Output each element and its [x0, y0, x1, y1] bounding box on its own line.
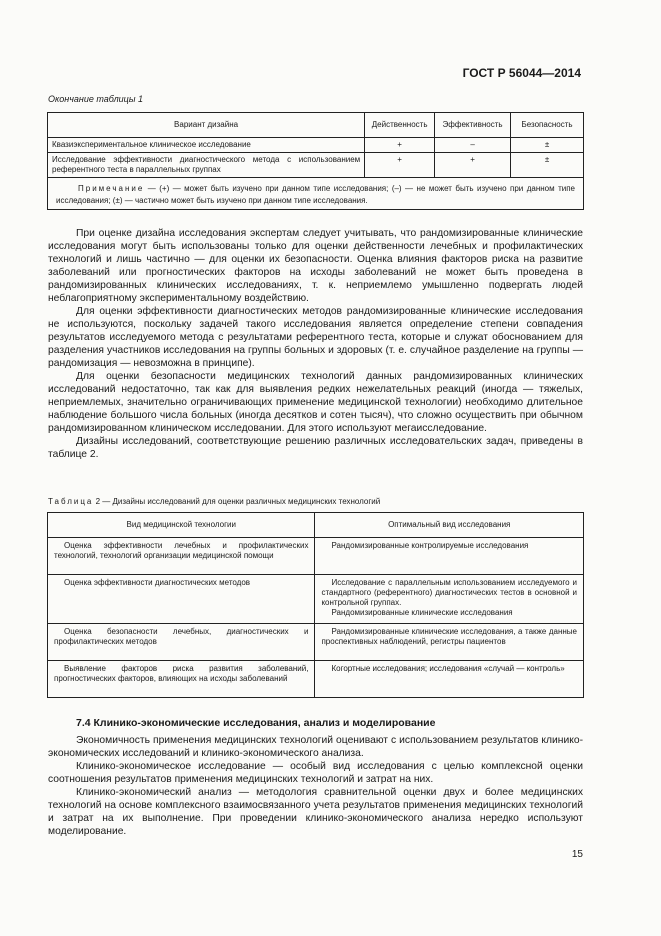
- table1-header-cell: Вариант дизайна: [48, 113, 365, 138]
- study-text: Рандомизированные клинические исследования: [331, 608, 513, 617]
- table2-header-cell: Оптимальный вид исследования: [315, 513, 584, 538]
- table1-header-cell: Эффективность: [435, 113, 511, 138]
- body-text-1: [48, 227, 583, 461]
- table2-row: [48, 661, 584, 698]
- tech-text: Оценка эффективности лечебных и профилактических технологий, технологий организации медицинской помощи: [54, 541, 309, 560]
- table2-row: [48, 575, 584, 624]
- standard-number: ГОСТ Р 56044—2014: [462, 66, 581, 80]
- note-text: — (+) — может быть изучено при данном типе исследования; (–) — не может быть изучено при данном типе исследования; (±) — частично может быть изучено при данном типе исследования.: [56, 184, 575, 205]
- tech-text: Оценка безопасности лечебных, диагностических и профилактических методов: [54, 627, 309, 646]
- table1-caption: Окончание таблицы 1: [48, 94, 143, 104]
- study-text: Исследование с параллельным использованием исследуемого и стандартного (референтного) диагностических тестов в основной и контрольной группах.: [321, 578, 577, 607]
- table1-header-cell: Безопасность: [511, 113, 584, 138]
- table1-cell: ±: [511, 138, 584, 153]
- paragraph: Дизайны исследований, соответствующие решению различных исследовательских задач, приведены в таблице 2.: [48, 436, 583, 460]
- table2-cell: [48, 538, 315, 575]
- tech-text: Оценка эффективности диагностических методов: [64, 578, 251, 587]
- table1-note-row: [48, 178, 584, 210]
- table2-caption-label: Таблица: [48, 497, 94, 506]
- table2-caption-text: 2 — Дизайны исследований для оценки различных медицинских технологий: [93, 497, 381, 506]
- paragraph: Клинико-экономическое исследование — особый вид исследования с целью комплексной оценки соотношения результатов применения медицинских технологий и затрат на них.: [48, 761, 583, 785]
- table1-row: [48, 138, 584, 153]
- table2-caption: [48, 497, 380, 506]
- study-text: Рандомизированные контролируемые исследования: [331, 541, 529, 550]
- table1-cell: –: [435, 138, 511, 153]
- table1-cell: +: [365, 138, 435, 153]
- table-1: [47, 112, 584, 210]
- table1-header-row: [48, 113, 584, 138]
- table2-cell: [48, 661, 315, 698]
- paragraph: Клинико-экономический анализ — методология сравнительной оценки двух и более медицинских технологий на основе комплексного взаимосвязанного учета результатов применения медицинских технологий и затрат на их выполнение. При проведении клинико-экономического анализа нередко используют моделирование.: [48, 787, 583, 837]
- table2-cell: [315, 575, 584, 624]
- table1-header-cell: Действенность: [365, 113, 435, 138]
- study-text: Когортные исследования; исследования «случай — контроль»: [331, 664, 565, 673]
- table2-header-row: [48, 513, 584, 538]
- tech-text: Выявление факторов риска развития заболеваний, прогностических факторов, влияющих на исходы заболеваний: [54, 664, 309, 683]
- table1-note: [48, 178, 584, 210]
- table2-header-cell: Вид медицинской технологии: [48, 513, 315, 538]
- table1-cell: ±: [511, 153, 584, 178]
- paragraph: Для оценки эффективности диагностических методов рандомизированные клинические исследования не используются, поскольку задачей такого исследования является определение степени совпадения результатов исследуемого метода с результатами референтного теста, которые и служат обоснованием для разделения участников исследования на группы больных и здоровых (т. е. случайное разделение на группы — рандомизация — невозможна в принципе).: [48, 306, 583, 369]
- table-2: [47, 512, 584, 698]
- section-heading: 7.4 Клинико-экономические исследования, анализ и моделирование: [76, 717, 436, 729]
- table2-cell: [315, 661, 584, 698]
- body-text-2: [48, 734, 583, 838]
- paragraph: Экономичность применения медицинских технологий оценивают с использованием результатов клинико-экономических исследований и клинико-экономического анализа.: [48, 735, 583, 759]
- page-number: 15: [571, 849, 583, 860]
- table1-cell: +: [365, 153, 435, 178]
- note-label: Примечание: [78, 184, 145, 193]
- table1-cell: +: [435, 153, 511, 178]
- table1-cell: Квазиэкспериментальное клиническое исследование: [48, 138, 365, 153]
- table2-row: [48, 624, 584, 661]
- paragraph: При оценке дизайна исследования экспертам следует учитывать, что рандомизированные клинические исследования могут быть использованы только для оценки действенности лечебных и профилактических технологий и лишь частично — для оценки их безопасности. Оценка влияния факторов риска на развитие заболеваний или прогностических факторов на исходы заболеваний не может быть проведена в рандомизированных клинических исследованиях, т. к. неприемлемо умышленно подвергать людей неблагоприятному экспериментальному воздействию.: [48, 228, 583, 304]
- table2-cell: [315, 624, 584, 661]
- table2-cell: [315, 538, 584, 575]
- paragraph: Для оценки безопасности медицинских технологий данных рандомизированных клинических исследований недостаточно, так как для выявления редких нежелательных реакций (иногда — тяжелых, неприемлемых, значительно ограничивающих применение медицинской технологии) необходимо длительное наблюдение большого числа больных (иногда десятков и сотен тысяч), что сложно осуществить при обычном рандомизированном клиническом исследовании. Для этого используют мегаисследование.: [48, 371, 583, 434]
- table2-cell: [48, 624, 315, 661]
- table1-row: [48, 153, 584, 178]
- table2-row: [48, 538, 584, 575]
- study-text: Рандомизированные клинические исследования, а также данные проспективных наблюдений, регистры пациентов: [321, 627, 577, 646]
- table1-cell: Исследование эффективности диагностического метода с использованием референтного теста в параллельных группах: [48, 153, 365, 178]
- table2-cell: [48, 575, 315, 624]
